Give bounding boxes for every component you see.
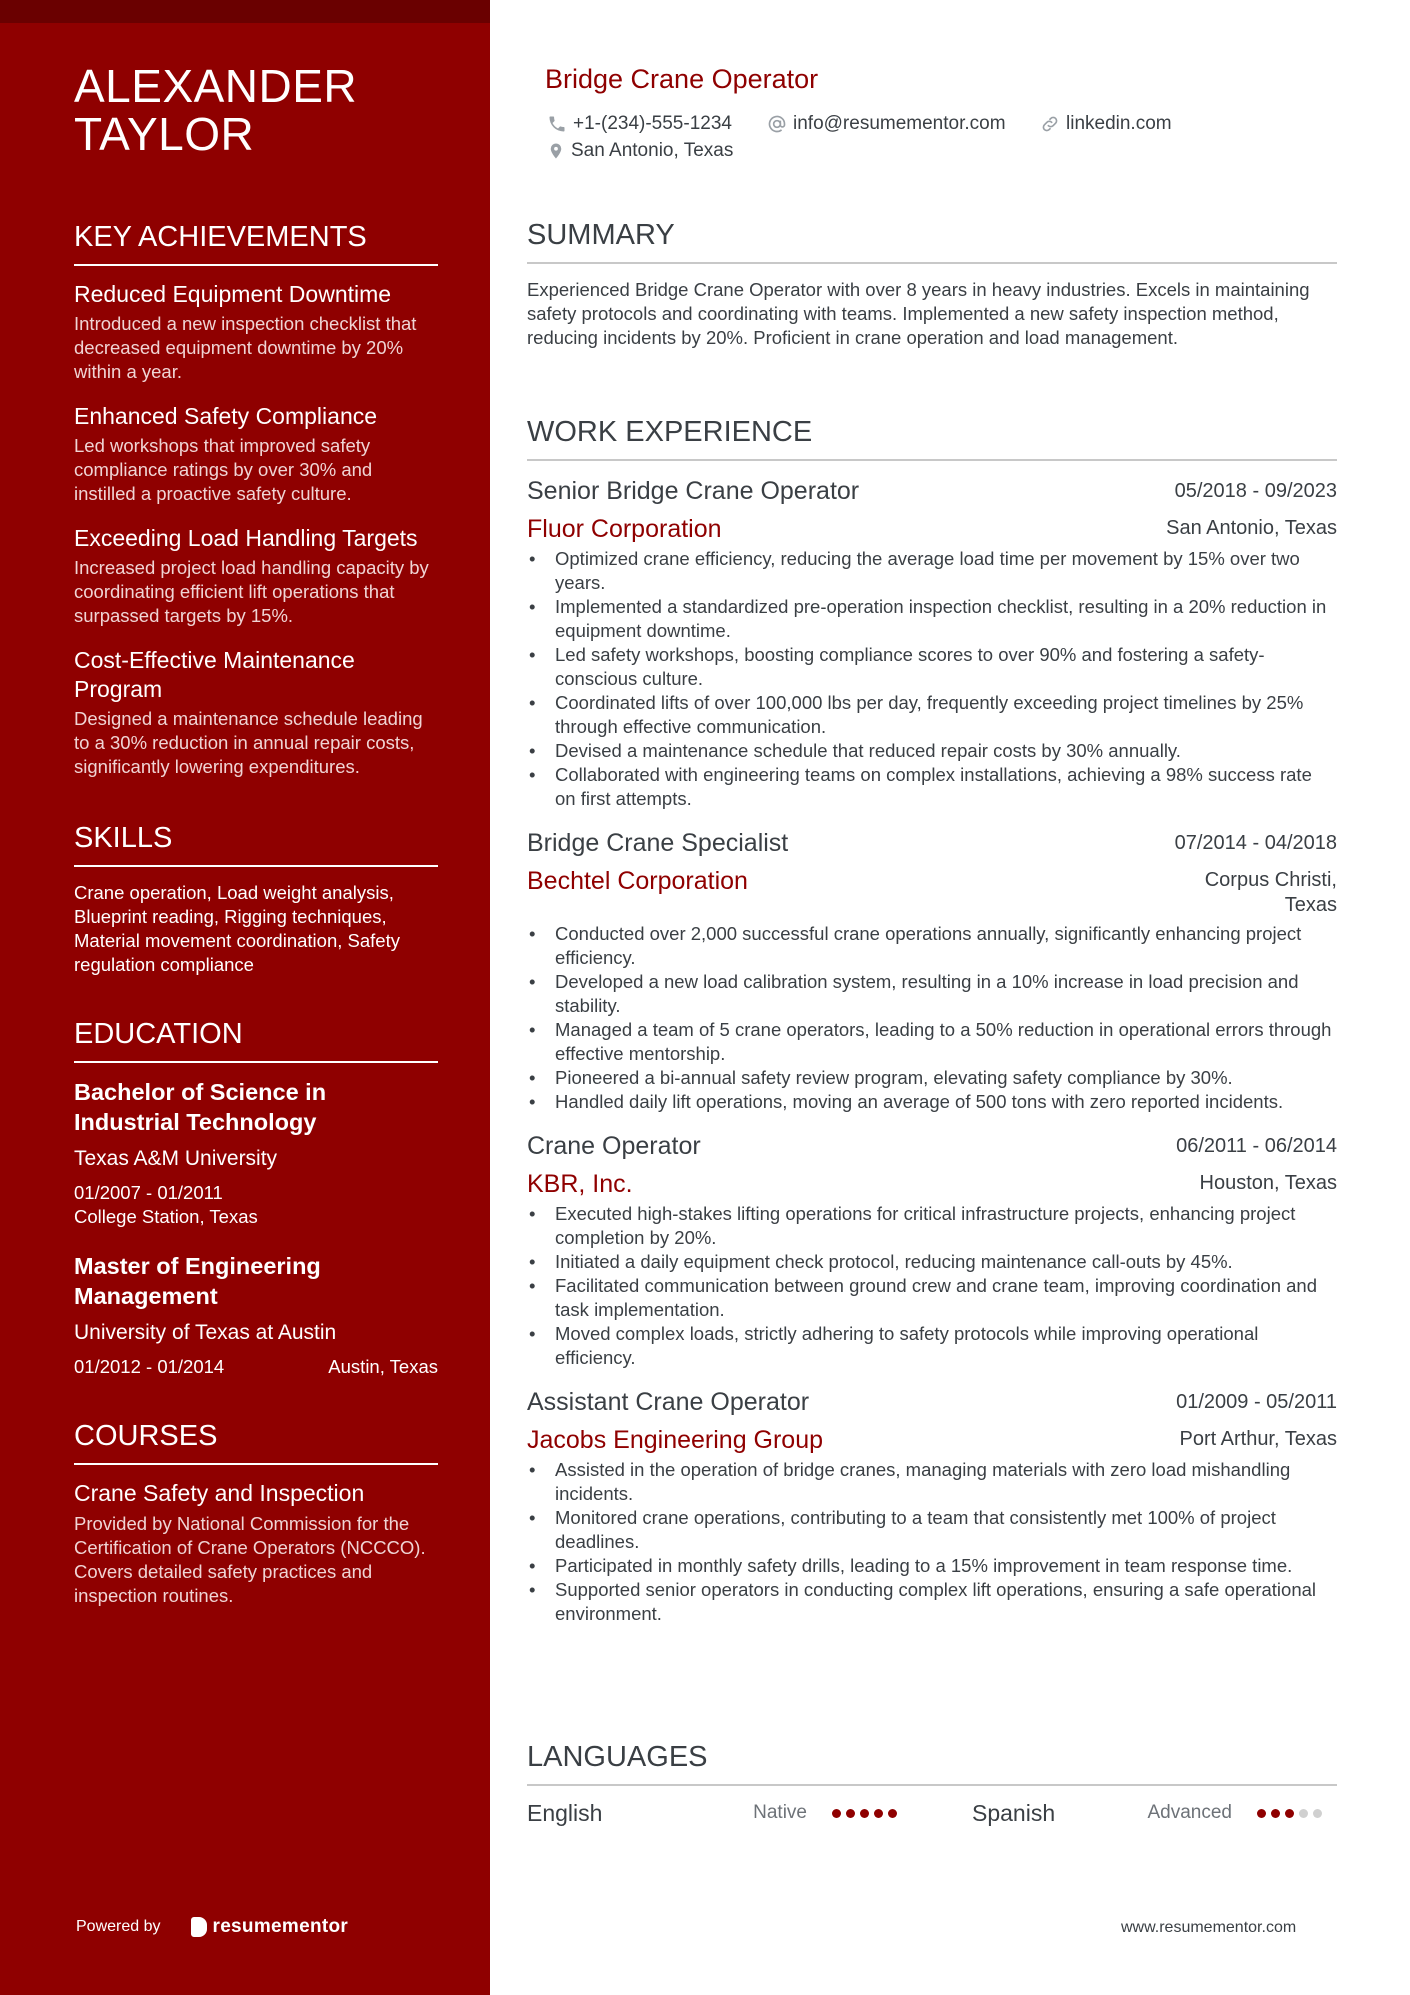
job-header: [527, 1386, 1337, 1418]
list-item: • Conducted over 2,000 successful crane operations annually, significantly enhancing project efficiency.: [527, 922, 1337, 970]
phone-number: +1-(234)-555-1234: [573, 113, 732, 134]
skills-section: [74, 821, 438, 977]
degree: Master of Engineering Management: [74, 1253, 321, 1309]
languages-section: [527, 1740, 1337, 1828]
rating-dot-filled: [860, 1809, 869, 1818]
job-company: Jacobs Engineering Group: [527, 1426, 824, 1454]
job-role: Bridge Crane Specialist: [527, 829, 789, 857]
powered-by: [76, 1916, 348, 1938]
language-level: Advanced: [1147, 1802, 1232, 1823]
candidate-name: ALEXANDER TAYLOR: [74, 60, 358, 160]
education-section: [74, 1017, 438, 1379]
job-subheader: [527, 1162, 1337, 1200]
list-item: • Executed high-stakes lifting operations for critical infrastructure projects, enhancing project completion by 20%.: [527, 1202, 1337, 1250]
job-entry: [527, 1130, 1337, 1370]
footer-url[interactable]: www.resumementor.com: [1121, 1919, 1297, 1936]
job-entry: [527, 475, 1337, 811]
job-bullets: [527, 547, 1337, 811]
rating-dot-filled: [874, 1809, 883, 1818]
rating-dot-filled: [1271, 1809, 1280, 1818]
education-location: College Station, Texas: [74, 1206, 258, 1227]
education-dates: 01/2007 - 01/2011: [74, 1182, 223, 1203]
language-name: English: [527, 1799, 603, 1826]
job-company: KBR, Inc.: [527, 1170, 633, 1198]
job-dates: 06/2011 - 06/2014: [1176, 1135, 1337, 1157]
list-item: • Facilitated communication between ground crew and crane team, improving coordination and task implementation.: [527, 1274, 1337, 1322]
achievement-title: Exceeding Load Handling Targets: [74, 525, 418, 551]
at-icon: [767, 114, 787, 134]
job-subheader: [527, 507, 1337, 545]
list-item: • Led safety workshops, boosting compliance scores to over 90% and fostering a safety-conscious culture.: [527, 643, 1337, 691]
list-item: • Coordinated lifts of over 100,000 lbs per day, frequently exceeding project timelines by 25% through effective communication.: [527, 691, 1337, 739]
education-dates: 01/2012 - 01/2014: [74, 1356, 225, 1377]
job-role: Senior Bridge Crane Operator: [527, 477, 860, 505]
school: Texas A&M University: [74, 1147, 278, 1170]
rating-dot-filled: [888, 1809, 897, 1818]
language-rating: [832, 1809, 972, 1818]
list-item: • Handled daily lift operations, moving an average of 500 tons with zero reported incidents.: [527, 1090, 1337, 1114]
job-title: Bridge Crane Operator: [545, 64, 819, 94]
job-header: [527, 475, 1337, 507]
achievement-item: [74, 280, 438, 384]
job-subheader: [527, 1418, 1337, 1456]
list-item: • Pioneered a bi-annual safety review program, elevating safety compliance by 30%.: [527, 1066, 1337, 1090]
job-location: Houston, Texas: [1199, 1172, 1337, 1194]
job-header: [527, 827, 1337, 859]
list-item: • Assisted in the operation of bridge cranes, managing materials with zero load mishandling incidents.: [527, 1458, 1337, 1506]
rating-dot-filled: [846, 1809, 855, 1818]
job-role: Assistant Crane Operator: [527, 1388, 810, 1416]
language-level: Native: [753, 1802, 807, 1823]
achievement-item: [74, 402, 438, 506]
job-bullets: [527, 1202, 1337, 1370]
achievement-item: [74, 524, 438, 628]
resumementor-logo-icon: [191, 1917, 207, 1937]
list-item: • Devised a maintenance schedule that reduced repair costs by 30% annually.: [527, 739, 1337, 763]
degree: Bachelor of Science in Industrial Technology: [74, 1079, 327, 1135]
achievement-description: Increased project load handling capacity by coordinating efficient lift operations that surpassed targets by 15%.: [74, 557, 429, 626]
language-rating: [1257, 1809, 1322, 1818]
courses-section: [74, 1419, 438, 1608]
education-item: [74, 1251, 438, 1379]
achievement-description: Designed a maintenance schedule leading to a 30% reduction in annual repair costs, significantly lowering expenditures.: [74, 708, 423, 777]
brand-name: resumementor: [212, 1916, 349, 1937]
job-subheader: [527, 859, 1337, 918]
phone-icon: [547, 114, 567, 134]
location-pin-icon: [547, 141, 565, 161]
location-text: San Antonio, Texas: [571, 140, 734, 161]
sidebar-top-band: [0, 0, 490, 23]
job-header: [527, 1130, 1337, 1162]
job-company: Fluor Corporation: [527, 515, 722, 543]
list-item: • Initiated a daily equipment check protocol, reducing maintenance call-outs by 45%.: [527, 1250, 1337, 1274]
language-name: Spanish: [972, 1799, 1056, 1826]
link-icon: [1040, 114, 1060, 134]
languages-row: [527, 1798, 1337, 1828]
achievement-description: Introduced a new inspection checklist that decreased equipment downtime by 20% within a year.: [74, 313, 417, 382]
job-location: Port Arthur, Texas: [1179, 1428, 1337, 1450]
list-item: • Optimized crane efficiency, reducing the average load time per movement by 15% over two years.: [527, 547, 1337, 595]
languages-heading: LANGUAGES: [527, 1740, 1337, 1786]
contact-email: [767, 113, 1006, 135]
skills-heading: SKILLS: [74, 821, 438, 867]
job-dates: 05/2018 - 09/2023: [1174, 480, 1337, 502]
list-item: • Monitored crane operations, contributing to a team that consistently met 100% of project deadlines.: [527, 1506, 1337, 1554]
education-item: [74, 1077, 438, 1229]
work-experience-heading: WORK EXPERIENCE: [527, 415, 1337, 461]
course-title: Crane Safety and Inspection: [74, 1480, 365, 1506]
key-achievements-section: [74, 220, 438, 779]
job-role: Crane Operator: [527, 1132, 701, 1160]
skills-list: Crane operation, Load weight analysis, Blueprint reading, Rigging techniques, Material movement coordination, Safety regulation compliance: [74, 882, 400, 975]
job-location: San Antonio, Texas: [1166, 517, 1337, 539]
list-item: • Developed a new load calibration system, resulting in a 10% increase in load precision and stability.: [527, 970, 1337, 1018]
job-dates: 01/2009 - 05/2011: [1176, 1391, 1337, 1413]
list-item: • Managed a team of 5 crane operators, leading to a 50% reduction in operational errors through effective mentorship.: [527, 1018, 1337, 1066]
summary-heading: SUMMARY: [527, 218, 1337, 264]
list-item: • Moved complex loads, strictly adhering to safety protocols while improving operational efficiency.: [527, 1322, 1337, 1370]
job-entry: [527, 827, 1337, 1114]
key-achievements-heading: KEY ACHIEVEMENTS: [74, 220, 438, 266]
rating-dot-filled: [1257, 1809, 1266, 1818]
contact-location: [547, 140, 733, 162]
email-address[interactable]: info@resumementor.com: [793, 113, 1006, 134]
rating-dot-filled: [832, 1809, 841, 1818]
job-bullets: [527, 1458, 1337, 1626]
sidebar-content: [74, 62, 438, 1608]
course-description: Provided by National Commission for the Certification of Crane Operators (NCCCO). Covers detailed safety practices and inspection routines.: [74, 1513, 426, 1606]
job-entry: [527, 1386, 1337, 1626]
sidebar: [0, 0, 490, 1995]
rating-dot-filled: [1285, 1809, 1294, 1818]
courses-heading: COURSES: [74, 1419, 438, 1465]
achievement-title: Cost-Effective Maintenance Program: [74, 647, 355, 702]
achievement-description: Led workshops that improved safety compliance ratings by over 30% and instilled a proactive safety culture.: [74, 435, 373, 504]
list-item: • Implemented a standardized pre-operation inspection checklist, resulting in a 20% reduction in equipment downtime.: [527, 595, 1337, 643]
job-company: Bechtel Corporation: [527, 867, 748, 895]
achievement-title: Reduced Equipment Downtime: [74, 281, 392, 307]
achievement-item: [74, 646, 438, 779]
powered-by-label: Powered by: [76, 1918, 161, 1935]
school: University of Texas at Austin: [74, 1321, 337, 1344]
education-location: Austin, Texas: [328, 1356, 438, 1377]
list-item: • Participated in monthly safety drills, leading to a 15% improvement in team response time.: [527, 1554, 1337, 1578]
linkedin-link[interactable]: linkedin.com: [1066, 113, 1172, 134]
summary-section: [527, 218, 1337, 350]
contact-phone: [547, 113, 732, 135]
rating-dot-empty: [1299, 1809, 1308, 1818]
job-location: Corpus Christi, Texas: [1204, 869, 1337, 916]
job-dates: 07/2014 - 04/2018: [1174, 832, 1337, 854]
contact-linkedin: [1040, 113, 1172, 135]
work-experience-section: [527, 415, 1337, 1626]
job-bullets: [527, 922, 1337, 1114]
rating-dot-empty: [1313, 1809, 1322, 1818]
education-heading: EDUCATION: [74, 1017, 438, 1063]
list-item: • Collaborated with engineering teams on complex installations, achieving a 98% success rate on first attempts.: [527, 763, 1337, 811]
education-meta: [74, 1355, 438, 1379]
summary-text: Experienced Bridge Crane Operator with over 8 years in heavy industries. Excels in maintaining safety protocols and coordinating with teams. Implemented a new safety inspection method, reducing incidents by 20%. Proficient in crane operation and load management.: [527, 279, 1310, 348]
achievement-title: Enhanced Safety Compliance: [74, 403, 378, 429]
list-item: • Supported senior operators in conducting complex lift operations, ensuring a safe operational environment.: [527, 1578, 1337, 1626]
